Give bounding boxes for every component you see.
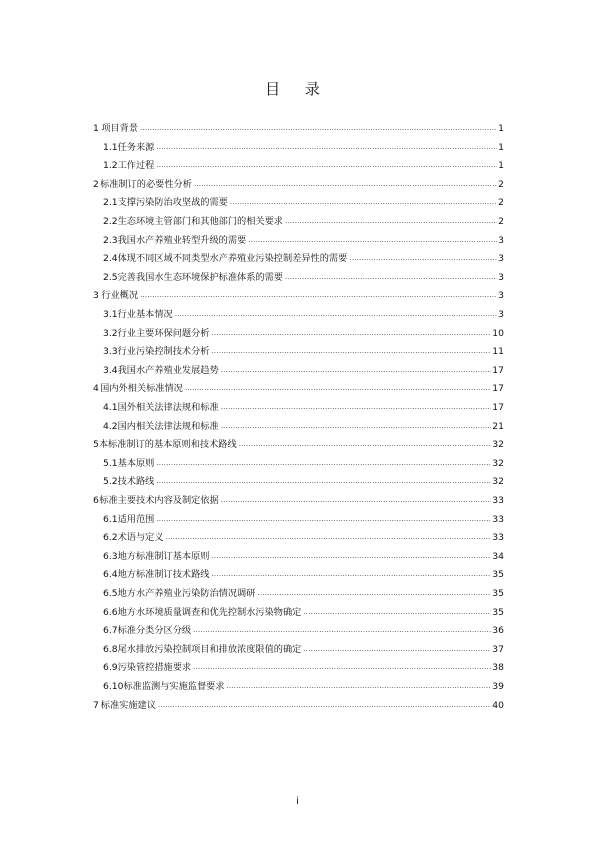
- toc-entry-page: 17: [492, 402, 504, 413]
- toc-leader-dots: [212, 327, 492, 339]
- toc-leader-dots: [230, 196, 497, 208]
- toc-entry-title: 适用范围: [117, 513, 155, 525]
- toc-leader-dots: [140, 122, 497, 134]
- toc-entry-title: 标准主要技术内容及制定依据: [99, 495, 219, 506]
- toc-leader-dots: [239, 438, 492, 450]
- toc-leader-dots: [140, 289, 497, 301]
- toc-entry-number: 6.6: [103, 606, 118, 618]
- toc-leader-dots: [212, 568, 492, 580]
- toc-entry-title: 标准监测与实施监督要求: [123, 681, 225, 692]
- toc-entry-page: 10: [492, 327, 504, 339]
- toc-entry-title: 污染管控措施要求: [117, 662, 192, 674]
- toc-entry-number: 3.2: [103, 327, 118, 339]
- toc-leader-dots: [349, 252, 497, 264]
- toc-entry-title: 行业概况: [101, 290, 139, 302]
- toc-entry-page: 3: [498, 309, 504, 320]
- toc-entry-number: 4.1: [103, 402, 118, 413]
- toc-leader-dots: [257, 587, 491, 599]
- toc-entry[interactable]: [103, 309, 504, 321]
- toc-entry[interactable]: [103, 142, 504, 154]
- toc-leader-dots: [156, 513, 491, 525]
- toc-entry-page: 2: [498, 216, 504, 227]
- toc-entry-page: 17: [492, 364, 504, 376]
- toc-entry-title: 术语与定义: [117, 532, 164, 544]
- toc-entry-number: 3: [93, 290, 99, 302]
- toc-entry-page: 35: [492, 588, 504, 599]
- toc-entry[interactable]: [93, 495, 504, 507]
- toc-entry[interactable]: [93, 700, 504, 712]
- toc-entry-page: 3: [498, 271, 504, 283]
- toc-entry-page: 39: [492, 681, 504, 692]
- toc-entry-page: 38: [492, 662, 504, 674]
- toc-entry-title: 国内外相关标准情况: [100, 383, 183, 395]
- toc-leader-dots: [221, 401, 492, 413]
- toc-entry-page: 2: [498, 178, 504, 190]
- toc-entry-number: 3.4: [103, 364, 118, 376]
- toc-leader-dots: [227, 680, 492, 692]
- toc-title: 目 录: [265, 80, 330, 98]
- toc-entry-number: 6.10: [103, 681, 124, 692]
- toc-entry[interactable]: [103, 681, 504, 693]
- toc-entry-number: 2.4: [103, 253, 118, 265]
- toc-entry[interactable]: [103, 569, 504, 581]
- toc-entry-number: 2.2: [103, 216, 118, 227]
- toc-leader-dots: [193, 624, 491, 636]
- toc-leader-dots: [212, 550, 492, 562]
- toc-entry[interactable]: [103, 160, 504, 172]
- toc-entry[interactable]: [103, 216, 504, 228]
- toc-entry[interactable]: [103, 551, 504, 563]
- toc-entry[interactable]: [103, 662, 504, 674]
- toc-entry-page: 3: [498, 253, 504, 265]
- toc-entry-number: 6.1: [103, 513, 118, 525]
- toc-entry-number: 5.2: [103, 476, 118, 488]
- toc-entry[interactable]: [103, 253, 504, 265]
- toc-entry-title: 本标准制订的基本原则和技术路线: [98, 439, 237, 451]
- toc-entry-page: 33: [492, 513, 504, 525]
- toc-entry-number: 3.1: [103, 309, 118, 320]
- toc-entry-title: 完善我国水生态环境保护标准体系的需要: [117, 271, 283, 283]
- toc-entry-title: 地方标准制订技术路线: [117, 569, 210, 581]
- toc-entry-page: 33: [492, 532, 504, 544]
- toc-entry-number: 7: [93, 699, 99, 711]
- toc-entry[interactable]: [93, 179, 504, 191]
- toc-entry[interactable]: [103, 272, 504, 284]
- toc-entry-page: 1: [498, 160, 504, 172]
- toc-entry-title: 标准实施建议: [100, 699, 156, 711]
- toc-entry-title: 标准制订的必要性分析: [100, 178, 192, 190]
- toc-entry-number: 6: [93, 495, 99, 506]
- toc-entry-title: 生态环境主管部门和其他部门的相关要求: [117, 216, 283, 227]
- toc-entry[interactable]: [103, 476, 504, 488]
- toc-entry-page: 34: [492, 550, 504, 562]
- toc-entry-number: 4.2: [103, 420, 118, 432]
- toc-entry-number: 6.7: [103, 625, 118, 637]
- toc-entry-title: 行业污染控制技术分析: [117, 346, 210, 358]
- toc-entry[interactable]: [93, 290, 504, 302]
- toc-entry-page: 11: [492, 346, 504, 358]
- toc-entry-page: 2: [498, 197, 504, 209]
- toc-entry[interactable]: [103, 421, 504, 433]
- toc-leader-dots: [303, 606, 491, 618]
- toc-entry-page: 36: [492, 625, 504, 637]
- toc-entry-title: 国外相关法律法规和标准: [117, 402, 219, 413]
- toc-entry-number: 6.3: [103, 550, 118, 562]
- toc-entry-title: 尾水排放污染控制项目和排放浓度限值的确定: [117, 643, 302, 655]
- toc-entry[interactable]: [103, 588, 504, 600]
- toc-leader-dots: [221, 420, 492, 432]
- toc-entry-title: 工作过程: [117, 160, 155, 172]
- toc-entry-page: 32: [492, 439, 504, 451]
- toc-entry-page: 35: [492, 569, 504, 581]
- toc-entry-title: 行业基本情况: [117, 309, 173, 320]
- toc-leader-dots: [156, 159, 497, 171]
- toc-leader-dots: [212, 345, 492, 357]
- toc-entry-title: 行业主要环保问题分析: [117, 327, 210, 339]
- toc-entry-page: 3: [498, 290, 504, 302]
- toc-leader-dots: [194, 178, 497, 190]
- toc-entry[interactable]: [103, 328, 504, 340]
- toc-entry-title: 技术路线: [117, 476, 155, 488]
- toc-entry-page: 1: [498, 141, 504, 153]
- toc-leader-dots: [221, 364, 492, 376]
- toc-entry-number: 1.1: [103, 141, 118, 153]
- toc-entry-number: 2: [93, 178, 99, 190]
- toc-entry-number: 5: [93, 439, 99, 451]
- toc-entry-title: 我国水产养殖业转型升级的需要: [117, 234, 247, 246]
- toc-entry-page: 17: [492, 383, 504, 395]
- toc-entry-page: 35: [492, 606, 504, 618]
- toc-leader-dots: [156, 475, 491, 487]
- toc-entry[interactable]: [93, 439, 504, 451]
- toc-entry-number: 3.3: [103, 346, 118, 358]
- toc-entry-number: 2.3: [103, 234, 118, 246]
- toc-entry-number: 6.2: [103, 532, 118, 544]
- toc-leader-dots: [193, 661, 491, 673]
- toc-entry-title: 标准分类分区分级: [117, 625, 192, 637]
- toc-entry-page: 32: [492, 457, 504, 469]
- toc-entry[interactable]: [103, 458, 504, 470]
- toc-entry-page: 37: [492, 643, 504, 655]
- toc-leader-dots: [175, 308, 497, 320]
- toc-entry-number: 6.9: [103, 662, 118, 674]
- toc-entry[interactable]: [103, 402, 504, 414]
- toc-entry-page: 1: [498, 123, 504, 134]
- toc-entry-title: 支撑污染防治攻坚战的需要: [117, 197, 228, 209]
- toc-leader-dots: [185, 382, 491, 394]
- toc-entry-page: 33: [492, 495, 504, 506]
- toc-leader-dots: [158, 699, 491, 711]
- toc-entry-title: 项目背景: [101, 123, 139, 134]
- toc-entry-page: 40: [492, 699, 504, 711]
- toc-entry-title: 体现不同区域不同类型水产养殖业污染控制差异性的需要: [117, 253, 348, 265]
- toc-entry[interactable]: [103, 644, 504, 656]
- toc-entry-number: 6.4: [103, 569, 118, 581]
- toc-entry[interactable]: [103, 514, 504, 526]
- toc-entry-number: 4: [93, 383, 99, 395]
- toc-entry-number: 1: [93, 123, 99, 134]
- toc-entry-number: 5.1: [103, 457, 118, 469]
- toc-leader-dots: [285, 215, 497, 227]
- toc-leader-dots: [156, 457, 491, 469]
- toc-entry[interactable]: [103, 607, 504, 619]
- toc-entry[interactable]: [93, 383, 504, 395]
- toc-leader-dots: [221, 494, 492, 506]
- toc-entry[interactable]: [103, 346, 504, 358]
- toc-entry-number: 2.5: [103, 271, 118, 283]
- toc-entry-number: 6.5: [103, 588, 118, 599]
- toc-entry-page: 32: [492, 476, 504, 488]
- toc-leader-dots: [166, 531, 492, 543]
- toc-entry-title: 任务来源: [117, 141, 155, 153]
- toc-leader-dots: [303, 643, 491, 655]
- toc-entry-number: 6.8: [103, 643, 118, 655]
- page-number: i: [296, 796, 299, 807]
- toc-leader-dots: [156, 141, 497, 153]
- toc-entry[interactable]: [103, 625, 504, 637]
- toc-entry-title: 国内相关法律法规和标准: [117, 420, 219, 432]
- toc-entry-title: 地方水环境质量调查和优先控制水污染物确定: [117, 606, 302, 618]
- toc-entry-title: 地方标准制订基本原则: [117, 550, 210, 562]
- toc-entry[interactable]: [103, 235, 504, 247]
- toc-entry[interactable]: [103, 532, 504, 544]
- toc-entry-page: 21: [492, 420, 504, 432]
- toc-entry[interactable]: [93, 123, 504, 135]
- toc-entry-number: 1.2: [103, 160, 118, 172]
- toc-entry-title: 我国水产养殖业发展趋势: [117, 364, 219, 376]
- toc-entry-number: 2.1: [103, 197, 118, 209]
- toc-entry-page: 3: [498, 234, 504, 246]
- toc-entry-title: 基本原则: [117, 457, 155, 469]
- toc-entry[interactable]: [103, 365, 504, 377]
- toc-leader-dots: [285, 271, 497, 283]
- toc-entry[interactable]: [103, 197, 504, 209]
- toc-entry-title: 地方水产养殖业污染防治情况调研: [117, 588, 256, 599]
- toc-leader-dots: [248, 234, 497, 246]
